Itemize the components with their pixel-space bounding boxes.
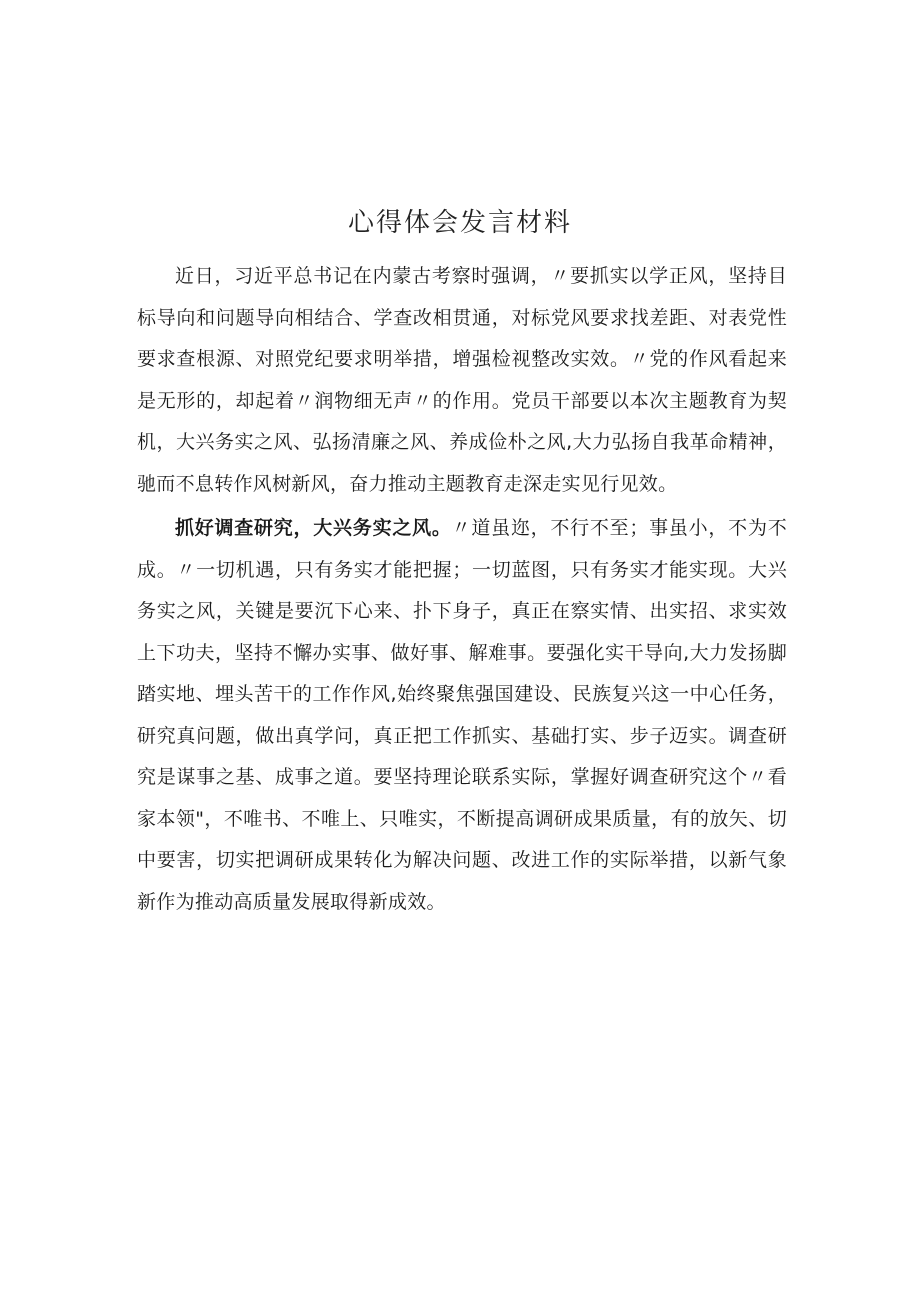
paragraph-2 — [137, 508, 787, 923]
document-body — [137, 256, 787, 923]
paragraph-1-text: 近日，习近平总书记在内蒙古考察时强调，〃要抓实以学正风，坚持目标导向和问题导向相结合、学查改相贯通，对标党风要求找差距、对表党性要求查根源、对照党纪要求明举措，增强检视整改实效。〃党的作风看起来是无形的，却起着〃润物细无声〃的作用。党员干部要以本次主题教育为契机，大兴务实之风、弘扬清廉之风、养成俭朴之风,大力弘扬自我革命精神，驰而不息转作风树新风，奋力推动主题教育走深走实见行见效。 — [137, 265, 787, 495]
paragraph-2-lead: 抓好调查研究，大兴务实之风。 — [175, 517, 452, 539]
paragraph-1 — [137, 256, 787, 505]
document-title: 心得体会发言材料 — [347, 208, 572, 238]
paragraph-2-text: 〃道虽迩，不行不至；事虽小，不为不成。〃一切机遇，只有务实才能把握；一切蓝图，只有务实才能实现。大兴务实之风，关键是要沉下心来、扑下身子，真正在察实情、出实招、求实效上下功夫，坚持不懈办实事、做好事、解难事。要强化实干导向,大力发扬脚踏实地、埋头苦干的工作作风,始终聚焦强国建设、民族复兴这一中心任务，研究真问题，做出真学问，真正把工作抓实、基础打实、步子迈实。调查研究是谋事之基、成事之道。要坚持理论联系实际，掌握好调查研究这个〃看家本领"，不唯书、不唯上、只唯实，不断提高调研成果质量，有的放矢、切中要害，切实把调研成果转化为解决问题、改进工作的实际举措，以新气象新作为推动高质量发展取得新成效。 — [137, 517, 787, 913]
